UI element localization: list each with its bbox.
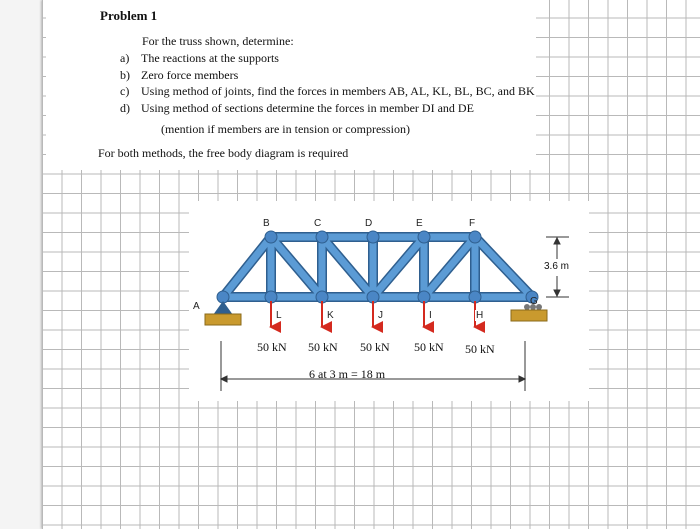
span-label — [309, 367, 385, 382]
joint-label-c: C — [314, 218, 322, 229]
span-equals: = — [351, 367, 358, 381]
span-total: 18 m — [360, 367, 386, 381]
task-list — [120, 50, 535, 116]
load-label-i: 50 kN — [414, 340, 444, 354]
truss-members — [223, 237, 532, 297]
fbd-required-note: For both methods, the free body diagram is required — [98, 146, 349, 160]
joint-label-f: F — [469, 218, 476, 229]
problem-intro: For the truss shown, determine: — [142, 34, 294, 48]
load-label-l: 50 kN — [257, 340, 287, 354]
pin-support-a — [205, 301, 241, 325]
joint-label-l: L — [276, 310, 282, 321]
problem-title: Problem 1 — [100, 8, 158, 23]
task-text: Using method of joints, find the forces in members AB, AL, KL, BL, BC, and BK — [141, 84, 535, 98]
joint-label-b: B — [263, 218, 270, 229]
span-spacing: 6 at 3 m — [309, 367, 348, 381]
problem-statement — [46, 0, 536, 170]
load-label-h: 50 kN — [465, 342, 495, 356]
task-label: c) — [120, 84, 130, 98]
task-label: a) — [120, 51, 130, 65]
joint-label-a: A — [193, 301, 200, 312]
joint-label-g: G — [530, 296, 538, 307]
truss-figure — [189, 201, 589, 401]
height-label: 3.6 m — [544, 261, 570, 272]
joint-label-e: E — [416, 218, 423, 229]
task-text: The reactions at the supports — [141, 51, 279, 65]
joint-label-h: H — [476, 310, 484, 321]
task-item-a — [120, 50, 535, 67]
tension-compression-note: (mention if members are in tension or compression) — [161, 122, 410, 136]
task-text: Zero force members — [141, 67, 239, 82]
task-text: Using method of sections determine the forces in member DI and DE — [141, 100, 474, 115]
task-item-d — [120, 100, 535, 117]
task-item-b — [120, 67, 535, 84]
task-label: b) — [120, 67, 130, 82]
joint-label-j: J — [378, 310, 383, 321]
task-label: d) — [120, 100, 130, 115]
joint-label-d: D — [365, 218, 373, 229]
graph-paper-page — [42, 0, 700, 529]
task-item-c — [120, 83, 535, 100]
joint-label-i: I — [429, 310, 432, 321]
load-arrows — [271, 301, 475, 327]
joint-label-k: K — [327, 310, 334, 321]
load-label-j: 50 kN — [360, 340, 390, 354]
load-label-k: 50 kN — [308, 340, 338, 354]
